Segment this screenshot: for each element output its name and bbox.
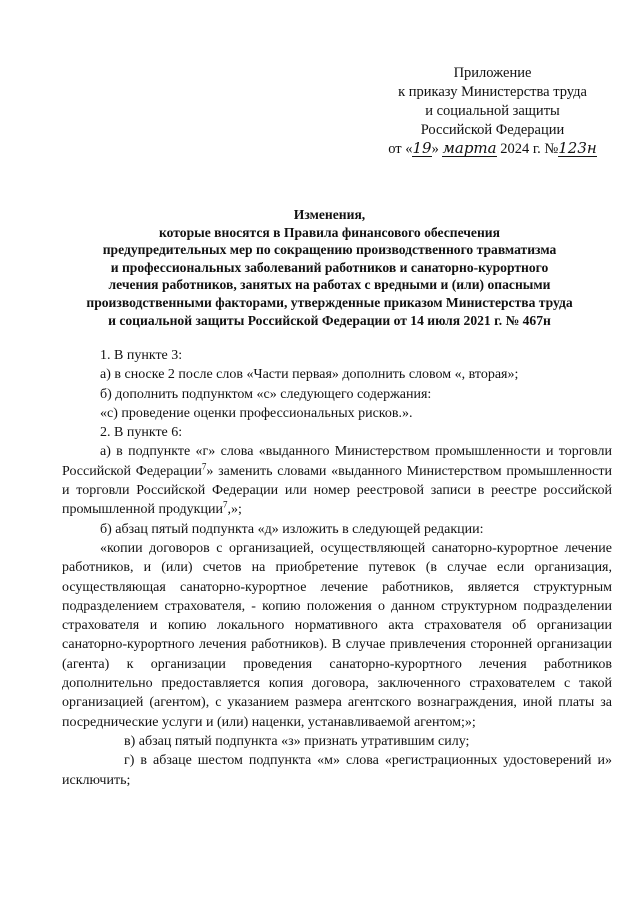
title-line: предупредительных мер по сокращению производственного травматизма [102, 242, 557, 258]
paragraph: в) абзац пятый подпункта «з» признать утратившим силу; [124, 733, 470, 749]
title-line: и социальной защиты Российской Федерации от 14 июля 2021 г. № 467н [108, 312, 551, 328]
paragraph-text: » заменить словами «выданного Министерством промышленности и торговли Российской Федерации или номер реестровой записи в реестре российской промышленной продукции [62, 463, 612, 518]
paragraph [62, 442, 612, 519]
footnote-ref: 7 [201, 461, 207, 472]
paragraph: б) дополнить подпунктом «с» следующего содержания: [100, 386, 432, 402]
paragraph-text: ,»; [227, 502, 242, 518]
title-line: Изменения, [293, 207, 366, 222]
footnote-ref: 7 [222, 499, 228, 510]
paragraph: 2. В пункте 6: [100, 425, 183, 441]
date-prefix: от « [388, 141, 413, 157]
title-line: которые вносятся в Правила финансового обеспечения [159, 224, 500, 240]
appendix-header [380, 64, 605, 159]
order-date-line [380, 140, 605, 159]
title-line: лечения работников, занятых на работах с вредными и (или) опасными [108, 277, 551, 293]
title-line: и профессиональных заболеваний работников и санаторно-курортного [110, 259, 549, 275]
paragraph: «с) проведение оценки профессиональных рисков.». [100, 405, 413, 421]
appendix-ministry-line: и социальной защиты [425, 103, 560, 119]
document-title [62, 206, 597, 329]
handwritten-month: марта [442, 139, 497, 157]
paragraph-text: а) в подпункте «г» слова «выданного Министерством промышленности и торговли Российской Федерации [62, 444, 612, 479]
paragraph: «копии договоров с организацией, осуществляющей санаторно-курортное лечение работников, и (или) счетов на приобретение путевок (в случае если организация, осуществляющая санаторно-курортное лечение работников, является структурным подразделением страхователя, - копию положения о данном структурном подразделении страхователя и копию локального нормативного акта страхователя об организации санаторно-курортного лечения работников). В случае привлечения сторонней организации (агента) к организации проведения санаторно-курортного лечения работников дополнительно предоставляется копия договора, заключенного страхователем с такой организацией (агентом), с указанием размера агентского вознаграждения, иной платы за посреднические услуги и (или) наценки, устанавливаемой агентом;»; [62, 540, 612, 730]
document-body [62, 346, 612, 790]
paragraph: б) абзац пятый подпункта «д» изложить в следующей редакции: [100, 521, 484, 537]
date-separator: » [431, 141, 443, 157]
handwritten-order-number: 123н [558, 139, 597, 157]
paragraph: 1. В пункте 3: [100, 348, 183, 363]
handwritten-day: 19 [412, 139, 432, 157]
appendix-country-line: Российской Федерации [420, 122, 565, 138]
date-year: 2024 г. № [496, 141, 559, 157]
paragraph: г) в абзаце шестом подпункта «м» слова «регистрационных удостоверений и» исключить; [62, 753, 612, 788]
appendix-order-line: к приказу Министерства труда [398, 84, 587, 100]
title-line: производственными факторами, утвержденные приказом Министерства труда [86, 294, 573, 310]
appendix-title: Приложение [453, 65, 532, 81]
paragraph: а) в сноске 2 после слов «Части первая» дополнить словом «, вторая»; [100, 367, 519, 383]
